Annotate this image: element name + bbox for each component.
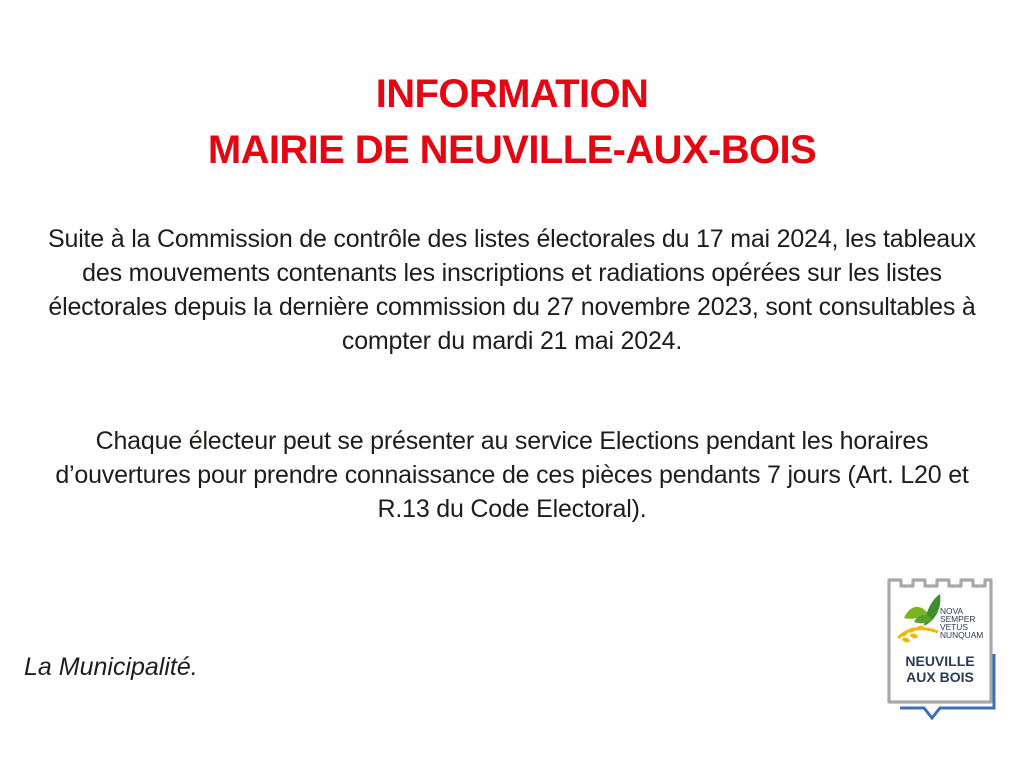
title-mairie: MAIRIE DE NEUVILLE-AUX-BOIS bbox=[207, 128, 817, 172]
title-information: INFORMATION bbox=[375, 72, 649, 116]
town-logo-emblem bbox=[884, 574, 996, 724]
wheat-grain-icon bbox=[901, 637, 910, 644]
town-logo bbox=[884, 574, 996, 724]
motto-line: NUNQUAM bbox=[940, 630, 984, 640]
wheat-grain-icon bbox=[910, 633, 919, 639]
motto-line: SEMPER bbox=[940, 614, 976, 624]
signature-municipalite: La Municipalité. bbox=[24, 653, 198, 681]
motto-line: NOVA bbox=[940, 606, 964, 616]
paragraph-electeur: Chaque électeur peut se présenter au service Elections pendant les horaires d’ouvertures pour prendre connaissance de ces pièces pendants 7 jours (Art. L20 et R.13 du Code Electoral). bbox=[55, 427, 969, 523]
paragraph-commission: Suite à la Commission de contrôle des listes électorales du 17 mai 2024, les tableaux des mouvements contenants les inscriptions et radiations opérées sur les listes électorales depuis la dernière commission du 27 novembre 2023, sont consultables à compter du mardi 21 mai 2024. bbox=[48, 225, 976, 355]
motto-line: VETUS bbox=[940, 622, 968, 632]
town-name-line1: NEUVILLE bbox=[905, 653, 975, 669]
town-name-line2: AUX BOIS bbox=[906, 669, 974, 685]
